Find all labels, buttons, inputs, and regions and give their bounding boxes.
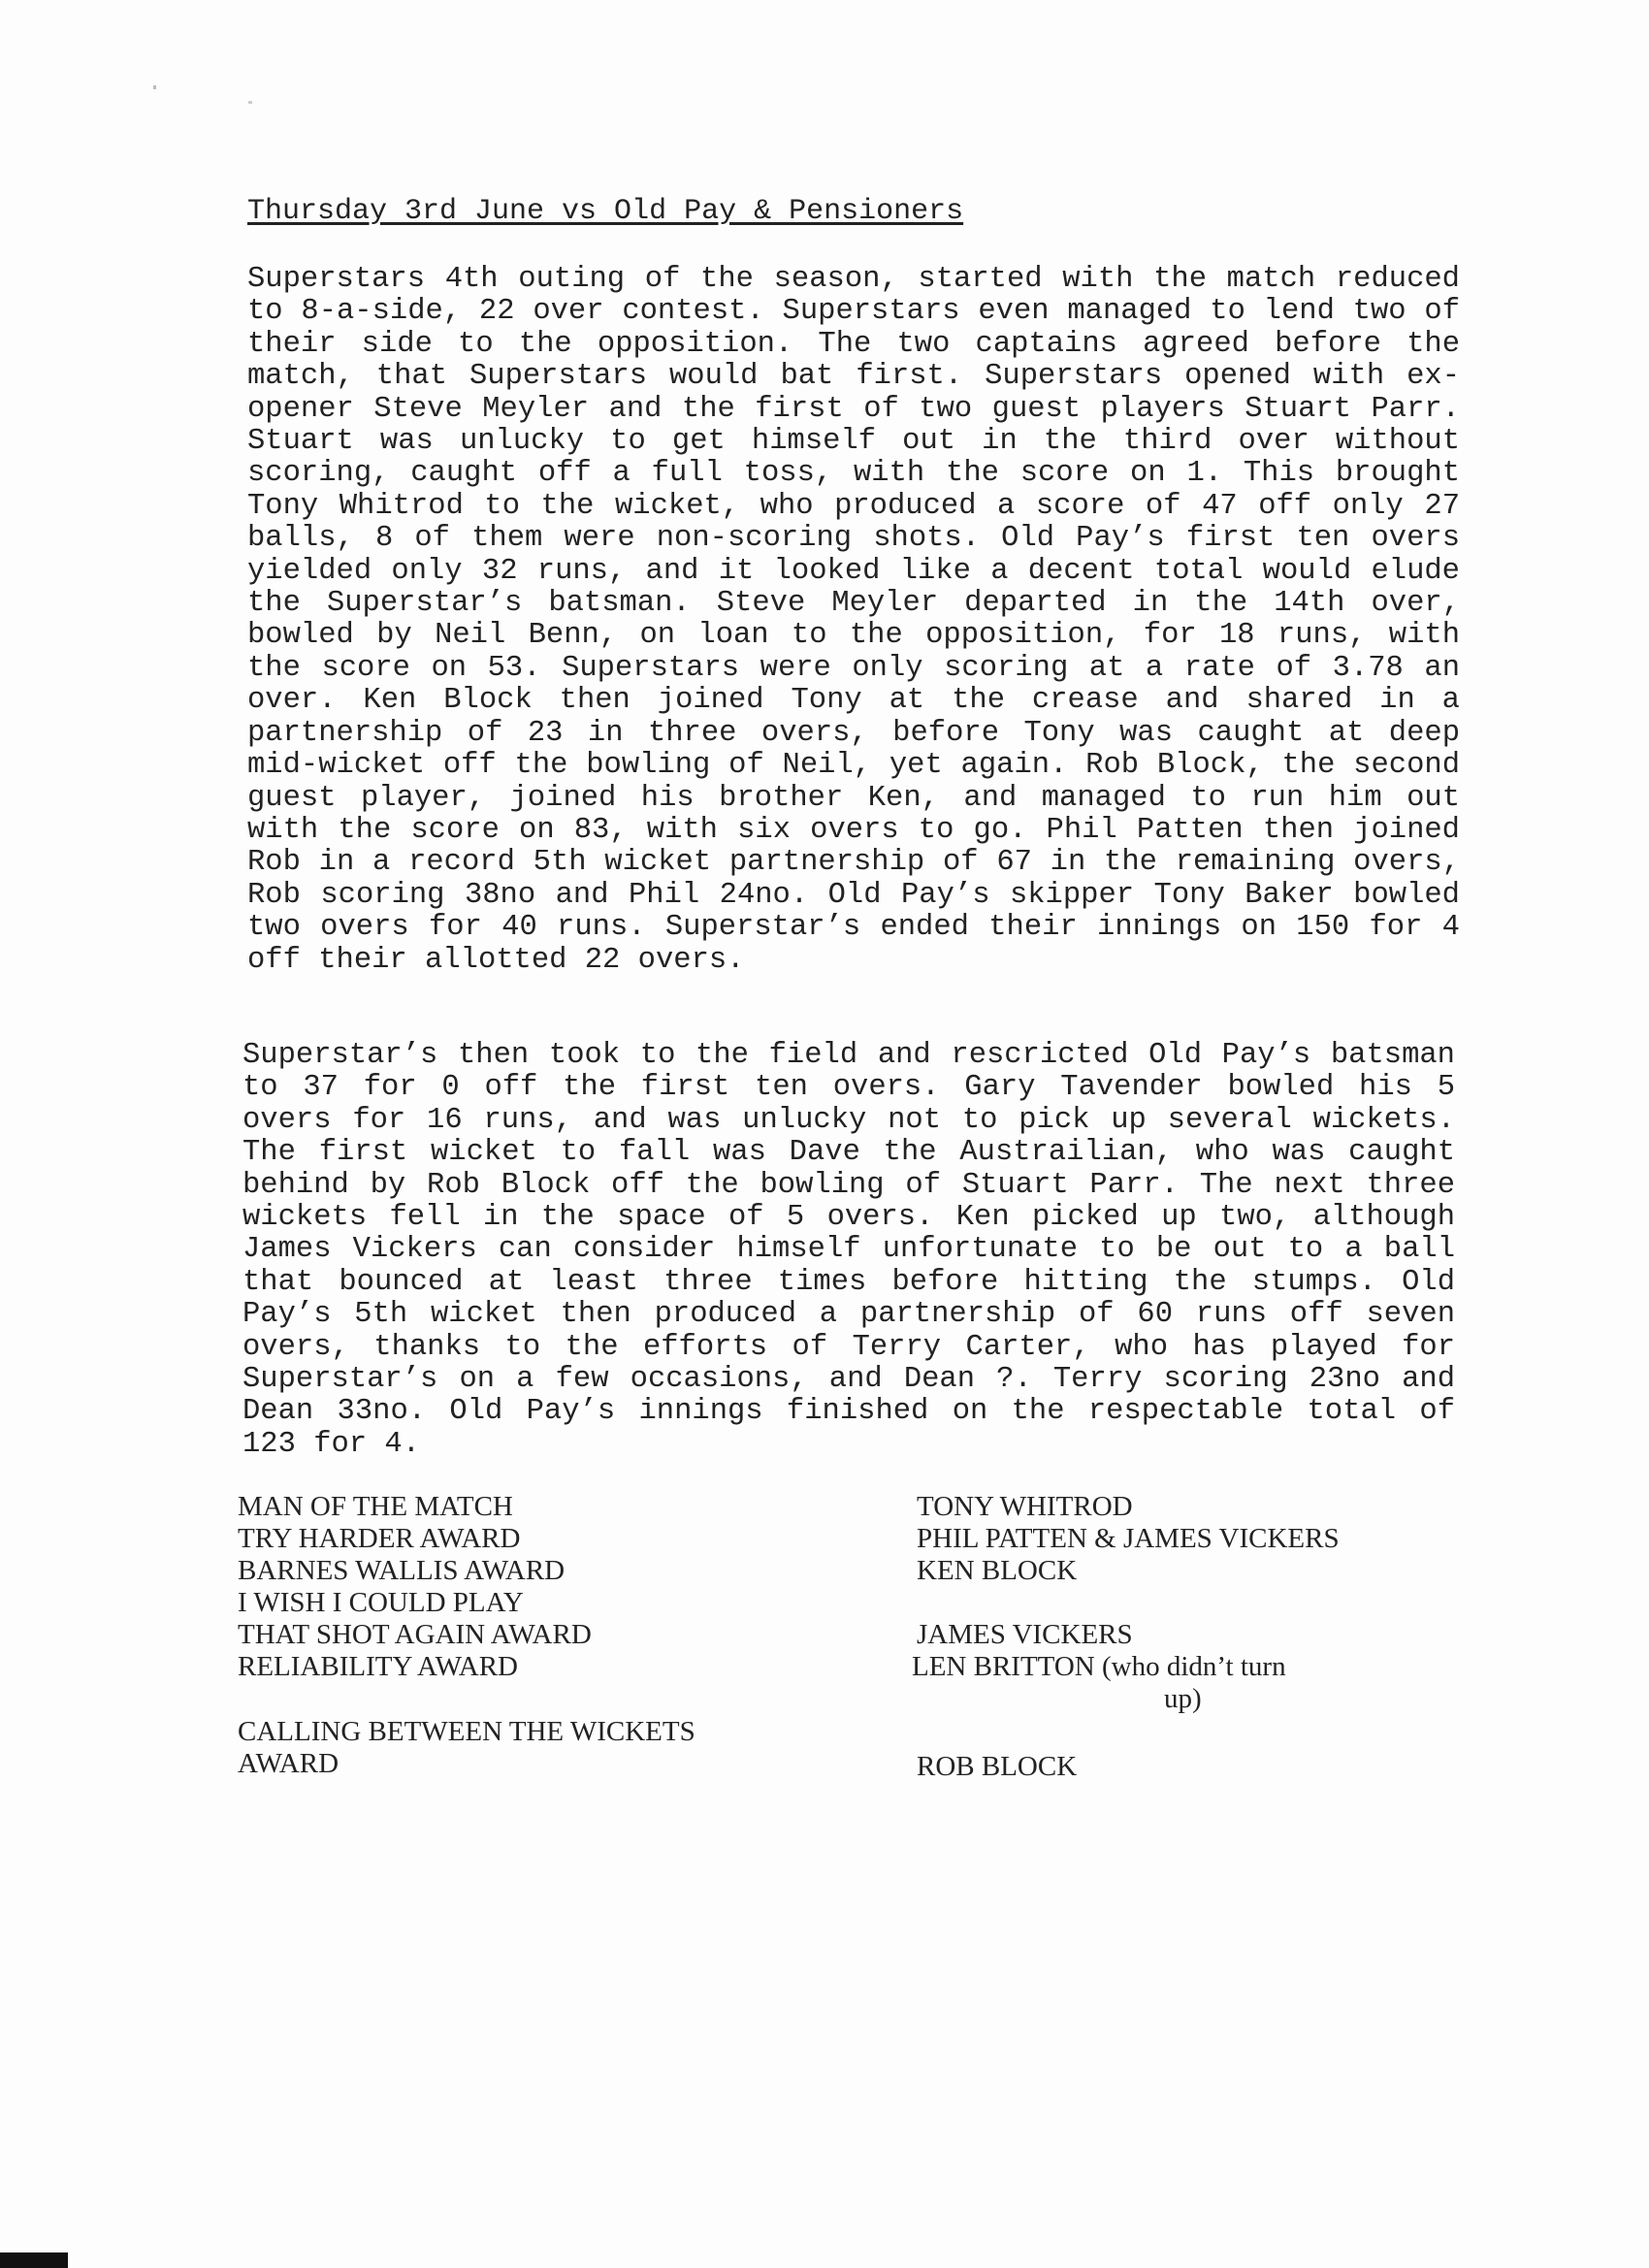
scan-edge-mark [0,2252,68,2268]
award-winner-reliability-line1: LEN BRITTON (who didn’t turn [912,1651,1286,1682]
award-label-wish-shot-line2: THAT SHOT AGAIN AWARD [238,1619,592,1650]
match-report-title: Thursday 3rd June vs Old Pay & Pensioners [247,195,964,228]
award-winner-wish-shot: JAMES VICKERS [917,1619,1133,1650]
award-label-calling-line2: AWARD [238,1748,340,1779]
award-winner-man-of-match: TONY WHITROD [917,1491,1133,1522]
award-label-barnes-wallis: BARNES WALLIS AWARD [238,1555,566,1586]
award-winner-try-harder: PHIL PATTEN & JAMES VICKERS [917,1523,1340,1554]
fielding-report-paragraph: Superstar’s then took to the field and rescricted Old Pay’s batsman to 37 for 0 off the first ten overs. Gary Tavender bowled his 5 overs for 16 runs, and was unlucky not to pick up several wickets. The first wicket to fall was Dave the Austrailian, who was caught behind by Rob Block off the bowling of Stuart Parr. The next three wickets fell in the space of 5 overs. Ken picked up two, although James Vickers can consider himself unfortunate to be out to a ball that bounced at least three times before hitting the stumps. Old Pay’s 5th wicket then produced a partnership of 60 runs off seven overs, thanks to the efforts of Terry Carter, who has played for Superstar’s on a few occasions, and Dean ?. Terry scoring 23no and Dean 33no. Old Pay’s innings finished on the respectable total of 123 for 4. [242,1039,1455,1461]
award-label-calling-line1: CALLING BETWEEN THE WICKETS [238,1716,695,1747]
award-winner-reliability-line2: up) [1164,1683,1202,1714]
award-winner-barnes-wallis: KEN BLOCK [917,1555,1078,1586]
award-label-wish-shot-line1: I WISH I COULD PLAY [238,1587,524,1618]
award-label-man-of-match: MAN OF THE MATCH [238,1491,513,1522]
batting-report-paragraph: Superstars 4th outing of the season, started with the match reduced to 8-a-side, 22 over contest. Superstars even managed to lend two of their side to the opposition. The two captains agreed before the match, that Superstars would bat first. Superstars opened with ex-opener Steve Meyler and the first of two guest players Stuart Parr. Stuart was unlucky to get himself out in the third over without scoring, caught off a full toss, with the score on 1. This brought Tony Whitrod to the wicket, who produced a score of 47 off only 27 balls, 8 of them were non-scoring shots. Old Pay’s first ten overs yielded only 32 runs, and it looked like a decent total would elude the Superstar’s batsman. Steve Meyler departed in the 14th over, bowled by Neil Benn, on loan to the opposition, for 18 runs, with the score on 53. Superstars were only scoring at a rate of 3.78 an over. Ken Block then joined Tony at the crease and shared in a partnership of 23 in three overs, before Tony was caught at deep mid-wicket off the bowling of Neil, yet again. Rob Block, the second guest player, joined his brother Ken, and managed to run him out with the score on 83, with six overs to go. Phil Patten then joined Rob in a record 5th wicket partnership of 67 in the remaining overs, Rob scoring 38no and Phil 24no. Old Pay’s skipper Tony Baker bowled two overs for 40 runs. Superstar’s ended their innings on 150 for 4 off their allotted 22 overs. [247,263,1460,977]
award-label-try-harder: TRY HARDER AWARD [238,1523,521,1554]
award-winner-calling: ROB BLOCK [917,1751,1078,1782]
award-label-reliability: RELIABILITY AWARD [238,1651,518,1682]
